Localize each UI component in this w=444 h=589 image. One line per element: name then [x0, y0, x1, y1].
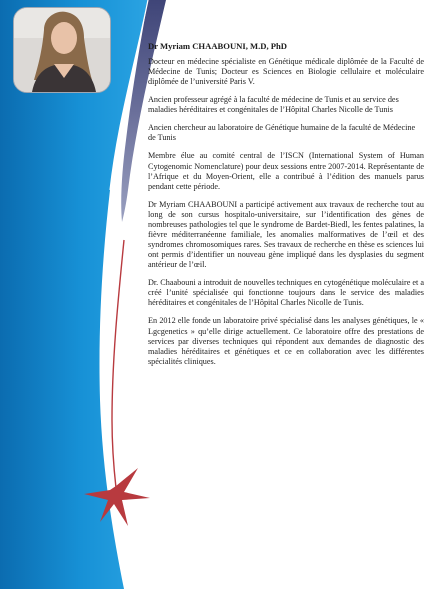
biography-text — [148, 41, 424, 375]
red-line — [112, 240, 124, 488]
profile-name: Dr Myriam CHAABOUNI, M.D, PhD — [148, 41, 287, 51]
bio-paragraph-2: Ancien professeur agrégé à la faculté de médecine de Tunis et au service des maladies héréditaires et congénitales de l’Hôpital Charles Nicolle de Tunis — [148, 95, 399, 115]
bio-paragraph-7: En 2012 elle fonde un laboratoire privé spécialisé dans les analyses génétiques, le « Lgcgenetics » qu’elle dirige actuellement. Ce laboratoire offre des prestations de services par diverses techniques qui répondent aux demandes de diagnostic des maladies héréditaires et génétiques et ce en collaboration avec les différentes spécialités cliniques. — [148, 316, 424, 366]
bio-paragraph-6: Dr. Chaabouni a introduit de nouvelles techniques en cytogénétique moléculaire et a créé l’unité spécialisée qui fonctionne toujours dans le service des maladies héréditaires et congénitales de l’Hôpital Charles Nicolle de Tunis. — [148, 278, 425, 308]
bio-paragraph-4: Membre élue au comité central de l’ISCN (International System of Human Cytogenomic Nomenclature) pour deux sessions entre 2007-2014. Représentante de l’Afrique et du Moyen-Orient, elle a contribué à l’édition des manuels parus pendant cette période. — [148, 151, 424, 191]
bio-paragraph-5: Dr Myriam CHAABOUNI a participé activement aux travaux de recherche tout au long de son cursus hospitalo-universitaire, sur l’identification des gènes de nombreuses pathologies tel que le syndrome de Bardet-Biedl, les fentes palatines, la fièvre méditerranéenne familiale, les anomalies malformatives de l’œil et des syndromes chromosomiques rares. Ses travaux de recherche en thèse es sciences lui ont permis d’identifier un nouveau gène impliqué dans les dysplasies du segment antérieur de l’œil. — [148, 199, 424, 270]
profile-photo — [13, 7, 111, 93]
bio-paragraph-1: Docteur en médecine spécialiste en Génétique médicale diplômée de la Faculté de Médecine de Tunis; Docteur es Sciences en Biologie cellulaire et moléculaire diplômée de l’université Paris V. — [148, 57, 424, 87]
bio-paragraph-3: Ancien chercheur au laboratoire de Génétique humaine de la faculté de Médecine de Tunis — [148, 123, 416, 143]
